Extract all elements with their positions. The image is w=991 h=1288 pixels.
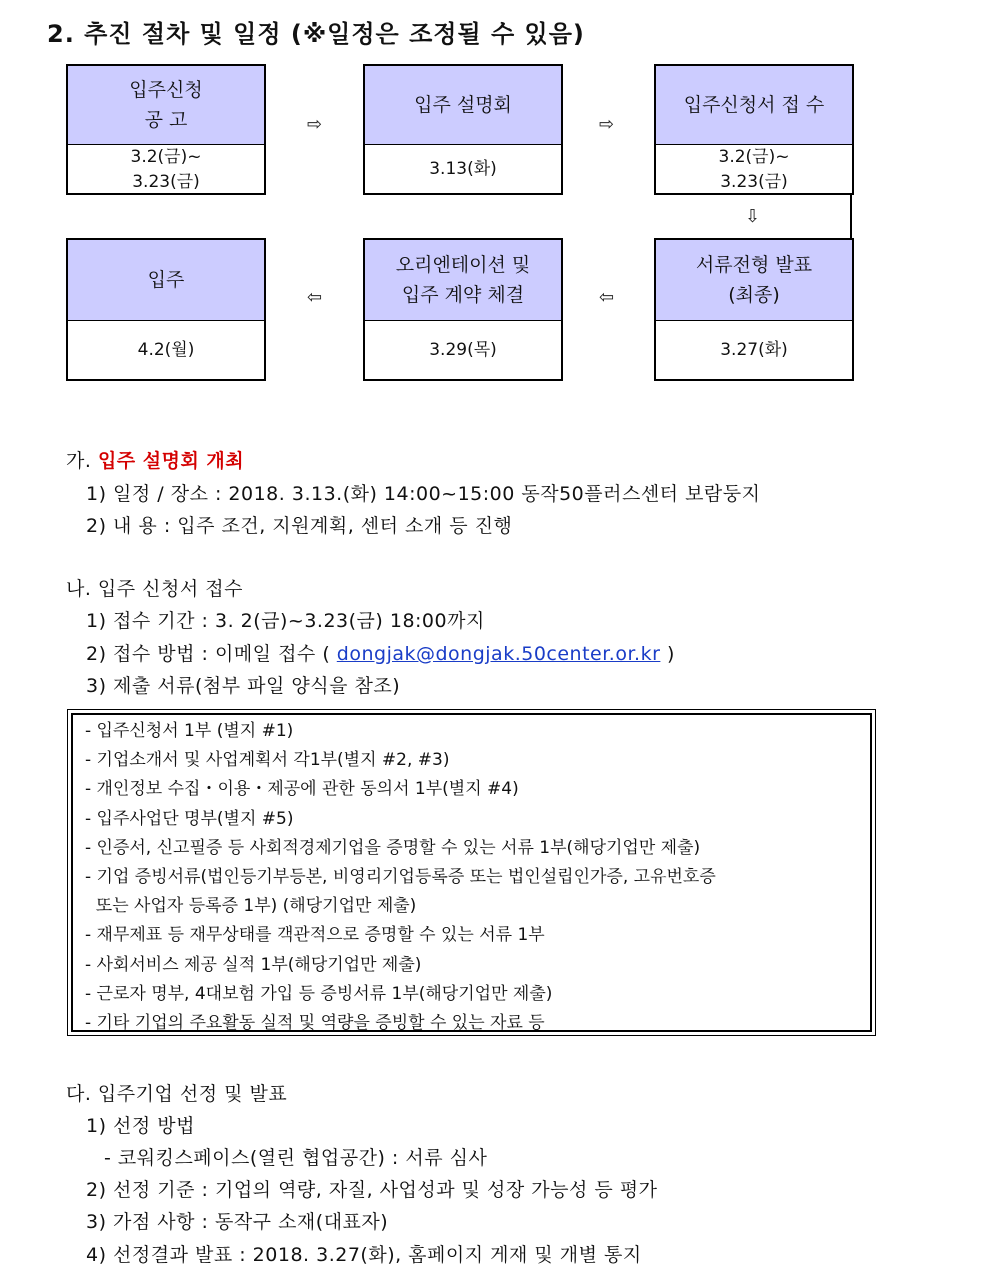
flow-box-title: 입주 계약 체결 xyxy=(401,284,525,306)
arrow-left-icon: ⇦ xyxy=(307,287,323,308)
bonus-points-line: 3) 가점 사항 : 동작구 소재(대표자) xyxy=(86,1211,389,1233)
selection-method-detail: - 코워킹스페이스(열린 협업공간) : 서류 심사 xyxy=(104,1147,488,1169)
section-title-highlight: 입주 설명회 개최 xyxy=(97,450,245,472)
flow-box-date xyxy=(68,145,264,194)
email-link[interactable]: dongjak@dongjak.50center.or.kr xyxy=(336,643,661,665)
arrow-down-icon: ⇩ xyxy=(745,206,761,227)
section-prefix: 가. xyxy=(66,450,98,472)
flow-box-briefing xyxy=(363,64,563,195)
document-item: - 개인정보 수집・이용・제공에 관한 동의서 1부(별지 #4) xyxy=(85,779,519,800)
flow-box-header xyxy=(656,240,852,321)
document-item: - 기타 기업의 주요활동 실적 및 역량을 증빙할 수 있는 자료 등 xyxy=(85,1013,545,1034)
flow-box-date-text: 3.23(금) xyxy=(132,171,200,192)
application-method-suffix: ) xyxy=(660,643,675,665)
flow-box-date-text: 3.13(화) xyxy=(429,159,497,179)
required-documents-box xyxy=(67,709,876,1036)
flow-box-title: 입주신청서 접 수 xyxy=(683,94,825,116)
flow-box-date-text: 3.2(금)~ xyxy=(718,146,790,167)
section-selection-heading: 다. 입주기업 선정 및 발표 xyxy=(66,1083,288,1105)
flow-box-date xyxy=(68,321,264,380)
application-period-line: 1) 접수 기간 : 3. 2(금)~3.23(금) 18:00까지 xyxy=(86,610,485,632)
section-application-heading: 나. 입주 신청서 접수 xyxy=(66,578,243,600)
briefing-content-line: 2) 내 용 : 입주 조건, 지원계획, 센터 소개 등 진행 xyxy=(86,515,513,537)
arrow-left-icon: ⇦ xyxy=(599,287,615,308)
flow-box-header xyxy=(68,66,264,145)
selection-criteria-line: 2) 선정 기준 : 기업의 역량, 자질, 사업성과 및 성장 가능성 등 평가 xyxy=(86,1179,658,1201)
flow-box-application xyxy=(654,64,854,195)
flow-box-header xyxy=(365,66,561,145)
flow-box-date xyxy=(365,321,561,380)
flow-box-title: 입주신청 xyxy=(129,79,203,101)
section-title: 2. 추진 절차 및 일정 (※일정은 조정될 수 있음) xyxy=(47,20,585,48)
flow-box-header xyxy=(68,240,264,321)
result-announcement-line: 4) 선정결과 발표 : 2018. 3.27(화), 홈페이지 게재 및 개별 통지 xyxy=(86,1244,642,1266)
selection-method-line: 1) 선정 방법 xyxy=(86,1115,195,1137)
document-item: - 기업소개서 및 사업계획서 각1부(별지 #2, #3) xyxy=(85,750,450,771)
document-item: - 입주사업단 명부(별지 #5) xyxy=(85,808,294,829)
flow-box-date-text: 4.2(월) xyxy=(137,340,195,360)
flow-box-title: (최종) xyxy=(728,284,780,306)
application-documents-line: 3) 제출 서류(첨부 파일 양식을 참조) xyxy=(86,675,401,697)
arrow-right-icon: ⇨ xyxy=(307,114,323,135)
flow-box-header xyxy=(365,240,561,321)
flow-box-title: 입주 설명회 xyxy=(414,94,512,116)
flow-box-title: 오리엔테이션 및 xyxy=(395,254,531,276)
flow-box-header xyxy=(656,66,852,145)
flow-box-date-text: 3.23(금) xyxy=(720,171,788,192)
flow-box-title: 서류전형 발표 xyxy=(695,254,813,276)
flow-connector-line xyxy=(850,195,852,239)
document-item: - 기업 증빙서류(법인등기부등본, 비영리기업등록증 또는 법인설립인가증, 고유번호증 xyxy=(85,867,716,888)
flow-box-date xyxy=(656,145,852,194)
document-item: - 사회서비스 제공 실적 1부(해당기업만 제출) xyxy=(85,954,422,975)
application-method-label: 2) 접수 방법 : 이메일 접수 ( xyxy=(86,643,337,665)
flow-box-move-in xyxy=(66,238,266,381)
flow-box-date xyxy=(365,145,561,194)
briefing-schedule-line: 1) 일정 / 장소 : 2018. 3.13.(화) 14:00~15:00 동작50플러스센터 보람둥지 xyxy=(86,483,761,505)
document-item: - 인증서, 신고필증 등 사회적경제기업을 증명할 수 있는 서류 1부(해당기업만 제출) xyxy=(85,837,701,858)
flow-box-date-text: 3.29(목) xyxy=(429,340,497,360)
flow-box-date-text: 3.27(화) xyxy=(720,340,788,360)
document-item: - 입주신청서 1부 (별지 #1) xyxy=(85,721,294,741)
required-documents-inner xyxy=(71,713,872,1032)
document-item: - 근로자 명부, 4대보험 가입 등 증빙서류 1부(해당기업만 제출) xyxy=(85,983,553,1004)
arrow-right-icon: ⇨ xyxy=(599,114,615,135)
application-method-line xyxy=(86,639,675,666)
flow-box-date-text: 3.2(금)~ xyxy=(130,146,202,167)
flow-box-date xyxy=(656,321,852,380)
flow-box-title: 공 고 xyxy=(144,109,188,131)
document-item-continued: 또는 사업자 등록증 1부) (해당기업만 제출) xyxy=(85,896,417,917)
document-item: - 재무제표 등 재무상태를 객관적으로 증명할 수 있는 서류 1부 xyxy=(85,925,545,946)
flow-box-title: 입주 xyxy=(147,269,185,291)
flow-box-result xyxy=(654,238,854,381)
flow-box-announcement xyxy=(66,64,266,195)
flow-box-orientation xyxy=(363,238,563,381)
section-briefing-heading xyxy=(66,446,244,473)
